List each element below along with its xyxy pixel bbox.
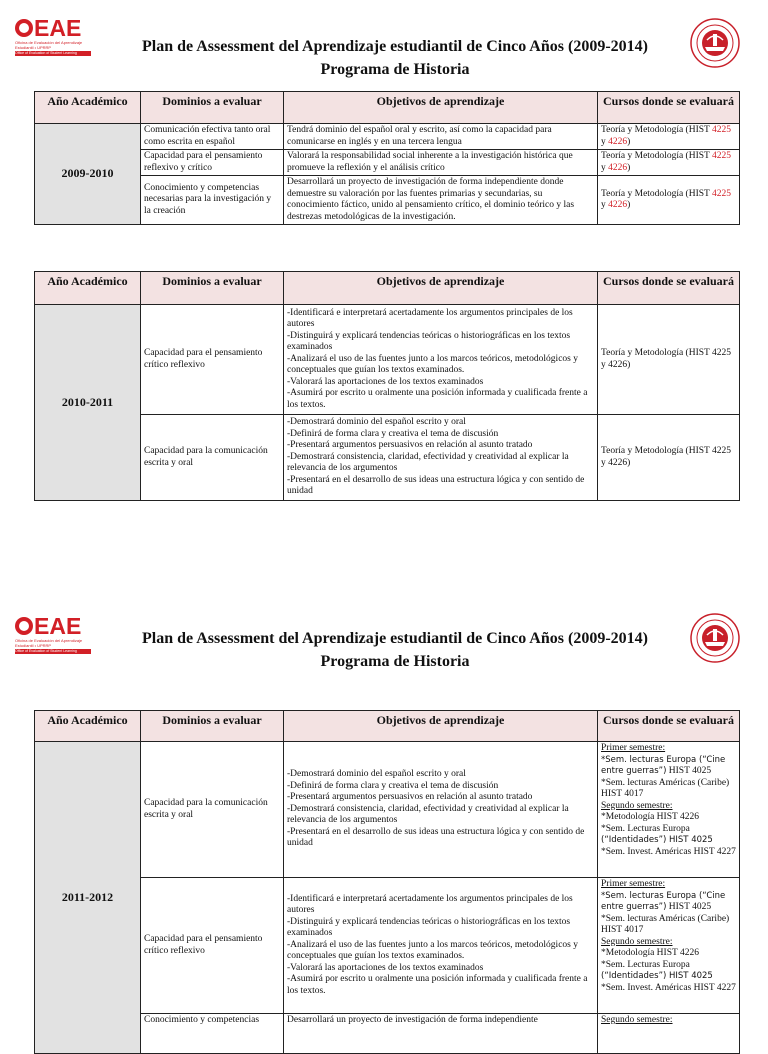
col-domains-header: Dominios a evaluar: [141, 272, 284, 305]
table-row: [35, 305, 740, 415]
course-cell: Teoría y Metodología (HIST 4225 y 4226): [598, 415, 740, 501]
logo-ring-icon: [15, 617, 33, 635]
col-courses-header: Cursos donde se evaluará: [598, 92, 740, 124]
col-year-header: Año Académico: [35, 92, 141, 124]
course-text: y: [601, 136, 609, 147]
objective-cell: [284, 878, 598, 1014]
course-line: *Sem. lecturas Américas (Caribe) HIST 4017: [601, 777, 730, 799]
objective-line: -Asumirá por escrito u oralmente una posición informada y cualificada frente a los textos.: [287, 388, 588, 410]
page-title: [100, 35, 690, 81]
oeae-logo: [15, 613, 91, 656]
page-title: [100, 627, 690, 673]
domain-cell: Capacidad para la comunicación escrita y oral: [141, 415, 284, 501]
objective-line: -Demostrará dominio del español escrito y oral: [287, 417, 466, 428]
logo-subtitle: Oficina de Evaluación del Aprendizaje Estudiantil • UPRRP: [15, 40, 83, 50]
semester-label: Primer semestre:: [601, 743, 666, 753]
objective-line: -Presentará en el desarrollo de sus ideas una estructura lógica y con sentido de unidad: [287, 826, 585, 849]
col-objectives-header: Objetivos de aprendizaje: [284, 92, 598, 124]
course-text: (“Identidades”) HIST 4025: [601, 835, 713, 845]
logo-bar: Office of Evaluation of Student Learning: [15, 51, 91, 56]
course-text: (“Identidades”) HIST 4025: [601, 971, 713, 981]
objective-line: -Analizará el uso de las fuentes junto a los marcos teóricos, metodológicos y conceptuales que guían los textos examinados.: [287, 939, 578, 962]
course-cell: [598, 176, 740, 225]
objective-line: -Valorará las aportaciones de los textos examinados: [287, 962, 484, 973]
col-objectives-header: Objetivos de aprendizaje: [284, 711, 598, 742]
assessment-table-2011-2012: [34, 710, 740, 1054]
table-row: [35, 415, 740, 501]
objective-line: -Valorará las aportaciones de los textos examinados: [287, 376, 484, 387]
course-line: *Metodología HIST 4226: [601, 948, 699, 958]
domain-cell: Capacidad para el pensamiento reflexivo y crítico: [141, 150, 284, 176]
col-courses-header: Cursos donde se evaluará: [598, 711, 740, 742]
logo-brand: [15, 613, 91, 639]
col-domains-header: Dominios a evaluar: [141, 92, 284, 124]
title-line-1: Plan de Assessment del Aprendizaje estudiantil de Cinco Años (2009-2014): [142, 38, 648, 55]
logo-brand-text: EAE: [34, 613, 82, 639]
course-code: 4226: [608, 136, 628, 147]
course-code: 4225: [712, 151, 732, 161]
col-domains-header: Dominios a evaluar: [141, 711, 284, 742]
course-cell: Segundo semestre:: [598, 1014, 740, 1054]
year-cell: 2010-2011: [35, 305, 141, 501]
course-text: Teoría y Metodología (HIST: [601, 125, 713, 135]
semester-label: Segundo semestre:: [601, 936, 673, 947]
assessment-table-2009-2010: [34, 91, 740, 225]
table-row: [35, 742, 740, 878]
objective-cell: Valorará la responsabilidad social inherente a la investigación histórica que promueve la reflexión y el análisis crítico: [284, 150, 598, 176]
objective-cell: [284, 742, 598, 878]
course-line: [601, 960, 736, 983]
semester-label: Segundo semestre:: [601, 800, 673, 811]
col-year-header: Año Académico: [35, 711, 141, 742]
course-line: *Sem. lecturas Américas (Caribe) HIST 4017: [601, 913, 730, 935]
title-line-1: Plan de Assessment del Aprendizaje estudiantil de Cinco Años (2009-2014): [142, 630, 648, 647]
objective-cell: Desarrollará un proyecto de investigación de forma independiente donde demuestre su valoración por las fuentes primarias y secundarias, su conocimiento fáctico, unido al pensamiento crítico, el dominio teórico y las destrezas metodológicas de la investigación.: [284, 176, 598, 225]
course-line: [601, 755, 736, 778]
course-line: [601, 824, 736, 847]
course-cell: [598, 878, 740, 1014]
logo-bar: Office of Evaluation of Student Learning: [15, 649, 91, 654]
course-line: *Metodología HIST 4226: [601, 812, 699, 822]
course-line: *Sem. Invest. Américas HIST 4227: [601, 982, 736, 993]
objective-cell: [284, 415, 598, 501]
objective-line: -Identificará e interpretará acertadamente los argumentos principales de los autores: [287, 893, 573, 916]
objective-line: -Presentará argumentos persuasivos en relación al asunto tratado: [287, 792, 533, 803]
year-cell: 2009-2010: [35, 124, 141, 225]
course-text: ): [627, 200, 631, 210]
course-cell: [598, 150, 740, 176]
objective-cell: Tendrá dominio del español oral y escrito, así como la capacidad para comunicarse en inglés y en una tercera lengua: [284, 124, 598, 150]
oeae-logo: [15, 15, 91, 58]
objective-line: -Analizará el uso de las fuentes junto a los marcos teóricos, metodológicos y conceptuales que guían los textos examinados.: [287, 353, 578, 376]
domain-cell: Capacidad para la comunicación escrita y oral: [141, 742, 284, 878]
objective-line: -Identificará e interpretará acertadamente los argumentos principales de los autores: [287, 307, 573, 330]
logo-ring-icon: [15, 19, 33, 37]
objective-cell: Desarrollará un proyecto de investigación de forma independiente: [284, 1014, 598, 1054]
assessment-table-2010-2011: [34, 271, 740, 501]
objective-cell: [284, 305, 598, 415]
col-objectives-header: Objetivos de aprendizaje: [284, 272, 598, 305]
course-code: 4226: [608, 162, 628, 173]
domain-cell: Capacidad para el pensamiento crítico reflexivo: [141, 305, 284, 415]
course-cell: [598, 124, 740, 150]
university-seal-icon: [690, 613, 740, 663]
objective-line: -Demostrará consistencia, claridad, efectividad y creatividad al explicar la relevancia de los argumentos: [287, 803, 569, 826]
course-text: *Sem. lecturas Europa (“Cine entre guerras”): [601, 754, 726, 776]
course-text: *Sem. lecturas Europa (“Cine entre guerras”): [601, 890, 726, 912]
objective-line: -Presentará argumentos persuasivos en relación al asunto tratado: [287, 440, 533, 451]
table-row: [35, 878, 740, 1014]
course-text: y: [601, 200, 609, 210]
course-text: HIST 4025: [666, 766, 712, 776]
course-code: 4225: [712, 125, 732, 135]
course-line: *Sem. Invest. Américas HIST 4227: [601, 846, 736, 857]
logo-brand: [15, 15, 91, 41]
page-1: [0, 0, 768, 520]
objective-line: -Distinguirá y explicará tendencias teóricas o historiográficas en los textos examinados: [287, 330, 571, 353]
semester-label: Primer semestre:: [601, 879, 666, 889]
university-seal-icon: [690, 18, 740, 68]
course-text: ): [627, 136, 631, 147]
logo-brand-text: EAE: [34, 15, 82, 41]
year-cell: 2011-2012: [35, 742, 141, 1054]
objective-line: -Presentará en el desarrollo de sus ideas una estructura lógica y con sentido de unidad: [287, 474, 585, 497]
course-text: y: [601, 162, 609, 173]
domain-cell: Comunicación efectiva tanto oral como escrita en español: [141, 124, 284, 150]
logo-subtitle: Oficina de Evaluación del Aprendizaje Estudiantil • UPRRP: [15, 638, 83, 648]
course-line: [601, 891, 736, 914]
objective-line: -Demostrará consistencia, claridad, efectividad y creatividad al explicar la relevancia de los argumentos: [287, 451, 569, 474]
page-2: [0, 600, 768, 1024]
table-row: [35, 124, 740, 150]
course-text: Teoría y Metodología (HIST: [601, 151, 713, 161]
objective-line: -Demostrará dominio del español escrito y oral: [287, 769, 466, 780]
objective-line: -Distinguirá y explicará tendencias teóricas o historiográficas en los textos examinados: [287, 916, 571, 939]
course-text: Teoría y Metodología (HIST: [601, 188, 713, 199]
title-line-2: Programa de Historia: [320, 61, 470, 78]
course-text: ): [627, 162, 631, 173]
table-row: [35, 150, 740, 176]
objective-line: -Asumirá por escrito u oralmente una posición informada y cualificada frente a los textos.: [287, 974, 588, 996]
domain-cell: Conocimiento y competencias necesarias para la investigación y la creación: [141, 176, 284, 225]
course-text: HIST 4025: [666, 902, 712, 912]
table-row: [35, 1014, 740, 1054]
course-cell: Teoría y Metodología (HIST 4225 y 4226): [598, 305, 740, 415]
table-row: [35, 176, 740, 225]
objective-line: -Definirá de forma clara y creativa el tema de discusión: [287, 780, 499, 791]
domain-cell: Capacidad para el pensamiento crítico reflexivo: [141, 878, 284, 1014]
course-text: *Sem. Lecturas Europa: [601, 959, 690, 970]
domain-cell: Conocimiento y competencias: [141, 1014, 284, 1054]
objective-line: -Definirá de forma clara y creativa el tema de discusión: [287, 428, 499, 439]
course-code: 4226: [608, 200, 628, 210]
title-line-2: Programa de Historia: [320, 653, 470, 670]
course-code: 4225: [712, 188, 732, 199]
col-year-header: Año Académico: [35, 272, 141, 305]
col-courses-header: Cursos donde se evaluará: [598, 272, 740, 305]
course-cell: [598, 742, 740, 878]
course-text: *Sem. Lecturas Europa: [601, 823, 690, 834]
